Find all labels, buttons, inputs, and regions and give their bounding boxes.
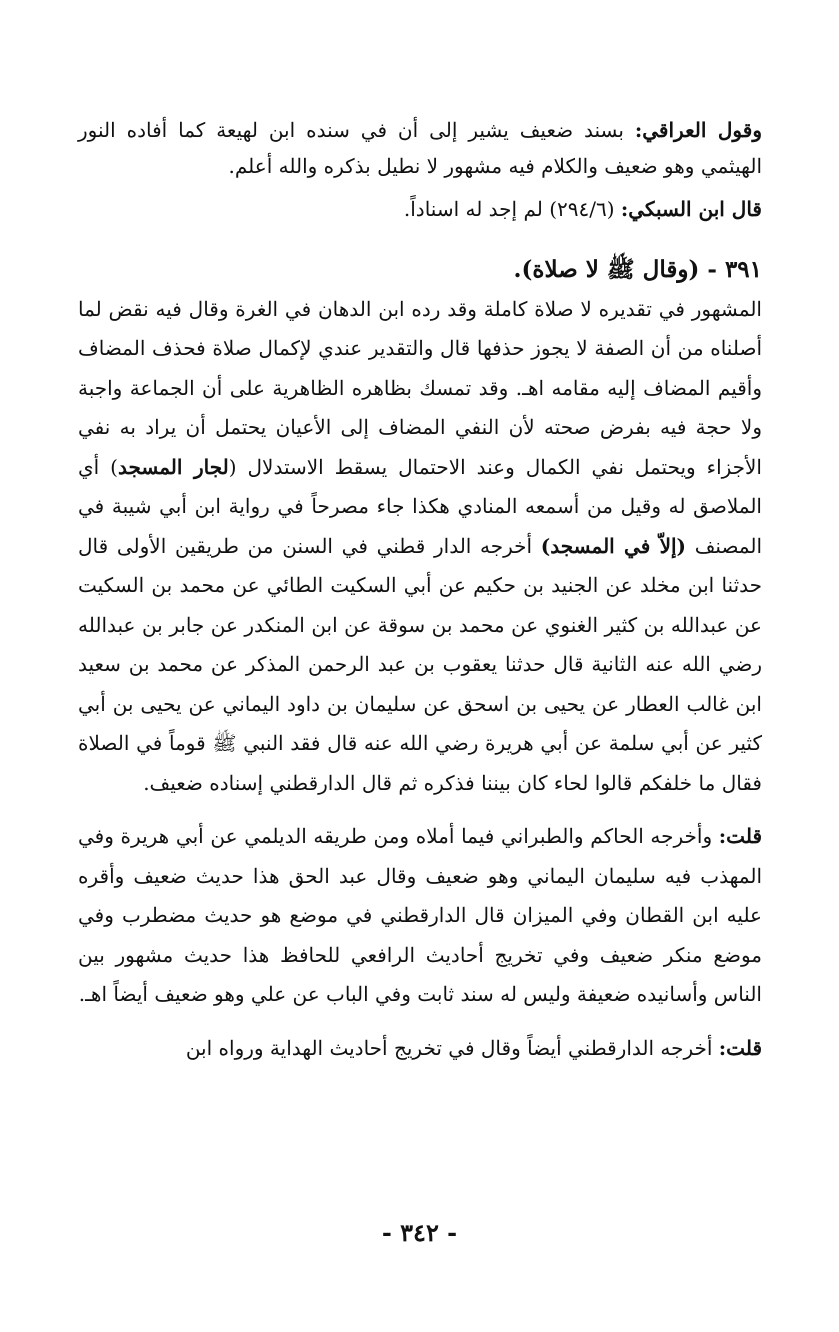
paragraph-text: (٢٩٤/٦) لم إجد له اسناداً. [403,197,621,221]
paragraph-text: بسند ضعيف يشير إلى أن في سنده ابن لهيعة كما أفاده النور الهيثمي وهو ضعيف والكلام فيه مشهور لا نطيل بذكره والله أعلم. [78,118,762,178]
paragraph-text: ) أي الملاصق له وقيل من أسمعه المنادي هكذا جاء مصرحاً في رواية ابن أبي شيبة في المصنف [78,454,762,558]
paragraph-iraqi [78,112,762,184]
paragraph-text: المشهور في تقديره لا صلاة كاملة وقد رده ابن الدهان في الغرة وقال فيه نقض لما أصلناه من أن الصفة لا يجوز حذفها قال والتقدير عندي لإكمال صلاة فحذف المضاف وأقيم المضاف إليه مقامه اهـ. وقد تمسك بظاهره الظاهرية على أن الجماعة واجبة ولا حجة فيه بفرض صحته لأن النفي المضاف إلى الأعيان يحتمل أن يراد به نفي الأجزاء ويحتمل نفي الكمال وعند الاحتمال يسقط الاستدلال ( [78,296,762,479]
paragraph-lead: قلت: [718,824,762,848]
hadith-heading: ٣٩١ - (وقال ﷺ لا صلاة). [513,255,762,283]
paragraph-text: أخرجه الدار قطني في السنن من طريقين الأولى قال حدثنا ابن مخلد عن الجنيد بن حكيم عن أبي السكيت الطائي عن محمد بن السكيت عن عبدالله بن كثير الغنوي عن محمد بن سوقة عن ابن المنكدر عن جابر بن عبدالله رضي الله عنه الثانية قال حدثنا يعقوب بن عبد الرحمن المذكر عن محمد بن سعيد ابن غالب العطار عن يحيى بن اسحق عن سليمان بن داود اليماني عن يحيى بن أبي كثير عن أبي سلمة عن أبي هريرة رضي الله عنه قال فقد النبي ﷺ قوماً في الصلاة فقال ما خلفكم قالوا لحاء كان بيننا فذكره ثم قال الدارقطني إسناده ضعيف. [78,533,762,795]
paragraph-text: أخرجه الدارقطني أيضاً وقال في تخريج أحاديث الهداية ورواه ابن [185,1035,719,1060]
bold-phrase: (إلاّ في المسجد) [540,533,686,558]
page-number: - ٣٤٢ - [381,1218,458,1247]
page-body [78,112,762,1262]
paragraph-lead: قلت: [718,1035,762,1060]
paragraph-subki [78,190,762,230]
paragraph-lead: قال ابن السبكي: [620,197,762,221]
paragraph-qultu-1 [78,817,762,1015]
paragraph-qultu-2 [78,1029,762,1069]
paragraph-lead: وقول العراقي: [634,118,762,142]
bold-phrase: لجار المسجد [117,454,229,479]
paragraph-commentary [78,290,762,804]
paragraph-text: وأخرجه الحاكم والطبراني فيما أملاه ومن طريقه الديلمي عن أبي هريرة وفي المهذب فيه سليمان اليماني وهو ضعيف وقال عبد الحق هذا حديث ضعيف وأقره عليه ابن القطان وفي الميزان قال الدارقطني في موضع هو حديث مضطرب وفي موضع منكر ضعيف وفي تخريج أحاديث الرافعي للحافظ هذا حديث مشهور بين الناس وأسانيده ضعيفة وليس له سند ثابت وفي الباب عن علي وهو ضعيف أيضاً اهـ. [78,824,762,1006]
